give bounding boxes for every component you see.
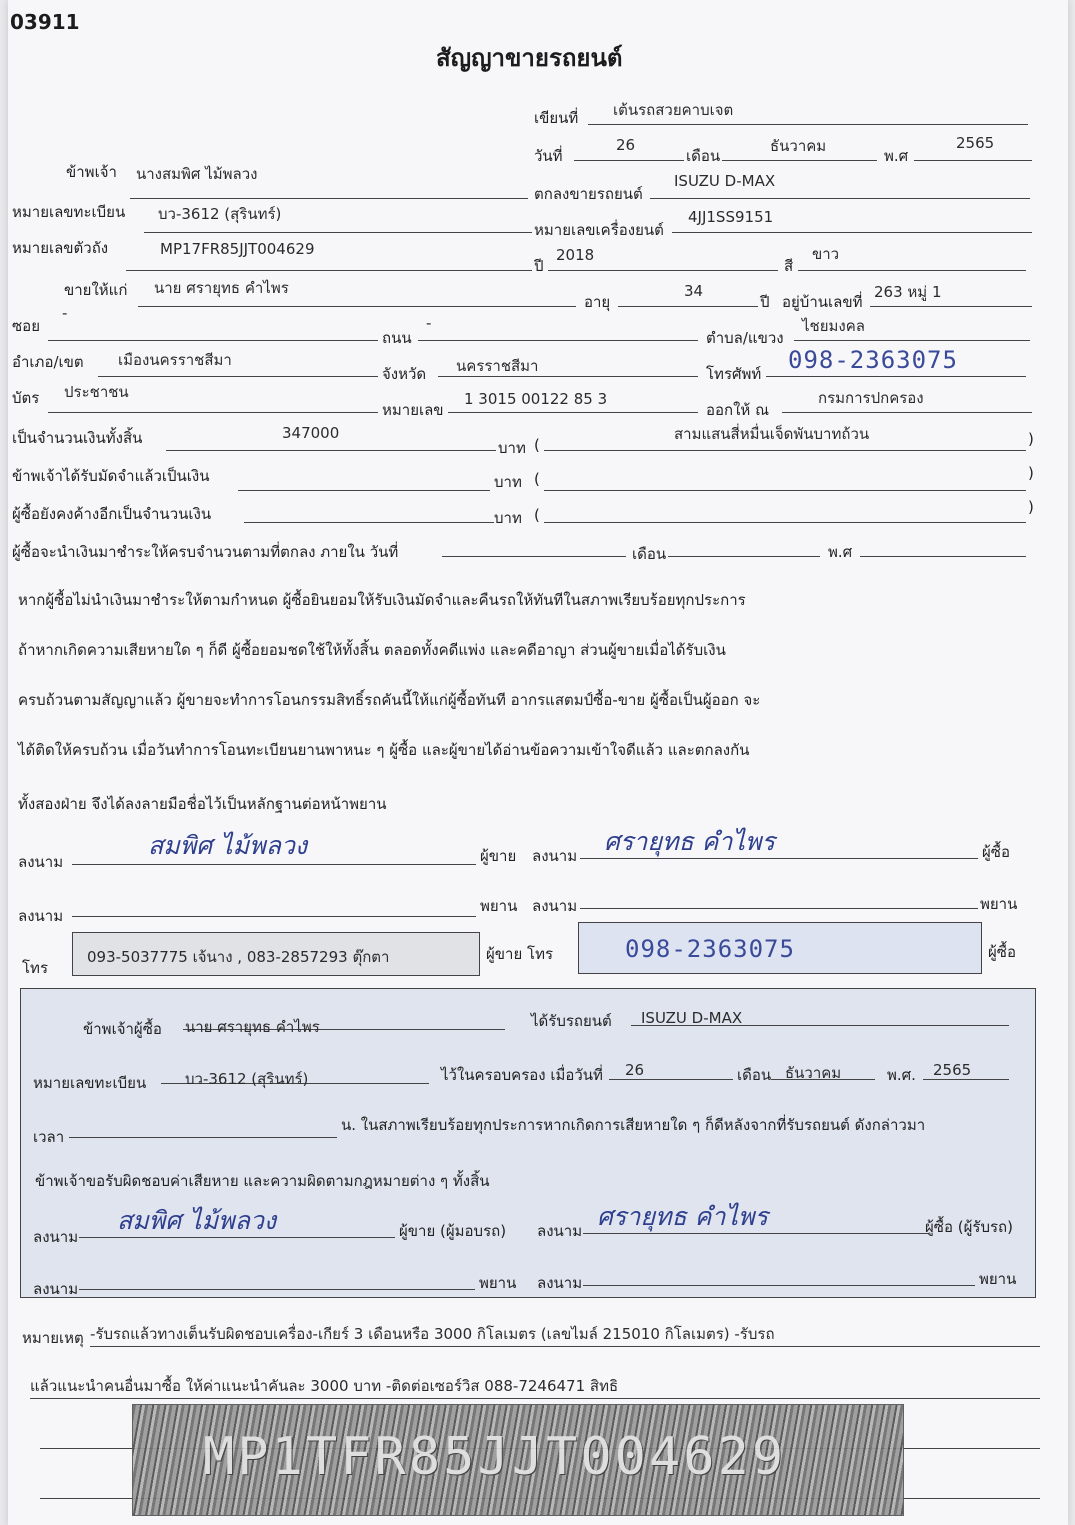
contract-page — [8, 0, 1068, 1525]
province-label: จังหวัด — [382, 365, 427, 383]
received-car: ISUZU D-MAX — [641, 1009, 743, 1027]
sign-label: ลงนาม — [537, 1222, 583, 1240]
terms-line-5: ทั้งสองฝ่าย จึงได้ลงลายมือชื่อไว้เป็นหลักฐานต่อหน้าพยาน — [18, 795, 387, 813]
id-number: 1 3015 00122 85 3 — [464, 390, 608, 408]
receipt-buyer-signature: ศรายุทธ คำไพร — [597, 1202, 768, 1231]
phone-label: โทร — [22, 959, 49, 977]
sell-to-label: ขายให้แก่ — [64, 281, 128, 299]
written-at-label: เขียนที่ — [534, 109, 579, 127]
remaining-label: ผู้ซื้อยังคงค้างอีกเป็นจำนวนเงิน — [12, 505, 212, 523]
seller-name: นางสมพิศ ไม้พลวง — [136, 165, 258, 183]
sign-label: ลงนาม — [33, 1280, 79, 1298]
receipt-month-label: เดือน — [737, 1066, 772, 1084]
deposit-label: ข้าพเจ้าได้รับมัดจำแล้วเป็นเงิน — [12, 467, 210, 485]
chassis-number: MP17FR85JJT004629 — [160, 240, 315, 258]
buyer-name: นาย ศรายุทธ คำไพร — [154, 279, 289, 297]
chassis-rubbing-text: MP1TFR85JJT004629 — [203, 1427, 787, 1487]
receipt-box — [20, 988, 1036, 1298]
terms-line-3: ครบถ้วนตามสัญญาแล้ว ผู้ขายจะทำการโอนกรรมสิทธิ์รถคันนี้ให้แก่ผู้ซื้อทันที อากรแสตมป์ซื้อ-ขาย ผู้ซื้อเป็นผู้ออก จะ — [18, 691, 761, 709]
time-label: เวลา — [33, 1128, 65, 1146]
receipt-buyer-role: ผู้ซื้อ (ผู้รับรถ) — [925, 1218, 1013, 1236]
issued-label: ออกให้ ณ — [706, 401, 769, 419]
date-label: วันที่ — [534, 147, 563, 165]
open-paren: ( — [534, 436, 540, 454]
close-paren: ) — [1028, 464, 1034, 482]
receipt-buyer: นาย ศรายุทธ คำไพร — [185, 1018, 320, 1036]
receipt-buyer-label: ข้าพเจ้าผู้ซื้อ — [83, 1020, 162, 1038]
receipt-witness-label: พยาน — [479, 1274, 517, 1292]
close-paren: ) — [1028, 498, 1034, 516]
date-year: 2565 — [956, 134, 995, 152]
buyer-age: 34 — [684, 282, 704, 300]
car-model: ISUZU D-MAX — [674, 172, 776, 190]
deposit-baht: บาท — [494, 473, 522, 491]
receipt-year-label: พ.ศ. — [887, 1066, 916, 1084]
receipt-seller-signature: สมพิศ ไม้พลวง — [117, 1206, 277, 1235]
receipt-plate: บว-3612 (สุรินทร์) — [185, 1070, 309, 1088]
remarks-line-2: แล้วแนะนำคนอื่นมาซื้อ ให้ค่าแนะนำคันละ 3000 บาท -ติดต่อเซอร์วิส 088-7246471 สิทธิ — [30, 1377, 619, 1395]
phone-label: โทรศัพท์ — [706, 365, 762, 383]
total-baht: บาท — [498, 439, 526, 457]
soi-label: ซอย — [12, 317, 40, 335]
car-color: ขาว — [812, 245, 840, 263]
written-at-value: เต้นรถสวยคาบเจต — [613, 101, 734, 119]
house-label: อยู่บ้านเลขที่ — [782, 293, 863, 311]
seller-signature: สมพิศ ไม้พลวง — [148, 831, 308, 860]
car-year-label: ปี — [534, 257, 544, 275]
amphoe-value: เมืองนครราชสีมา — [118, 351, 232, 369]
tambon-value: ไชยมงคล — [802, 317, 865, 335]
remarks-label: หมายเหตุ — [22, 1329, 84, 1347]
engine-label: หมายเลขเครื่องยนต์ — [534, 221, 664, 239]
buyer-signature: ศรายุทธ คำไพร — [604, 827, 775, 856]
sign-label: ลงนาม — [18, 853, 64, 871]
province-value: นครราชสีมา — [456, 357, 539, 375]
remaining-baht: บาท — [494, 509, 522, 527]
open-paren: ( — [534, 470, 540, 488]
receipt-day: 26 — [625, 1061, 645, 1079]
due-year-label: พ.ศ — [828, 543, 853, 561]
remarks-line-1: -รับรถแล้วทางเต็นรับผิดชอบเครื่อง-เกียร์ 3 เดือนหรือ 3000 กิโลเมตร (เลขไมล์ 215010 กิโลเมตร) -รับรถ — [90, 1325, 775, 1343]
age-unit: ปี — [760, 293, 770, 311]
color-label: สี — [784, 257, 794, 275]
soi-value: - — [62, 304, 68, 322]
road-value: - — [426, 314, 432, 332]
possess-label: ไว้ในครอบครอง เมื่อวันที่ — [441, 1066, 603, 1084]
amphoe-label: อำเภอ/เขต — [12, 353, 84, 371]
open-paren: ( — [534, 506, 540, 524]
terms-line-1: หากผู้ซื้อไม่นำเงินมาชำระให้ตามกำหนด ผู้ซื้อยินยอมให้รับเงินมัดจำและคืนรถให้ทันทีในสภาพเรียบร้อยทุกประการ — [18, 591, 746, 609]
plate-label: หมายเลขทะเบียน — [12, 203, 126, 221]
receipt-witness-label: พยาน — [979, 1270, 1017, 1288]
seller-phone: 093-5037775 เจ้นาง , 083-2857293 ตุ๊กตา — [87, 948, 390, 966]
witness-label: พยาน — [980, 895, 1018, 913]
engine-number: 4JJ1SS9151 — [688, 208, 774, 226]
sign-label: ลงนาม — [18, 907, 64, 925]
id-label: หมายเลข — [382, 401, 444, 419]
terms-line-2: ถ้าหากเกิดความเสียหายใด ๆ ก็ดี ผู้ซื้อยอมชดใช้ให้ทั้งสิ้น ตลอดทั้งคดีแพ่ง และคดีอาญา ส่วนผู้ขายเมื่อได้รับเงิน — [18, 641, 726, 659]
time-condition: น. ในสภาพเรียบร้อยทุกประการหากเกิดการเสียหายใด ๆ ก็ดีหลังจากที่รับรถยนต์ ดังกล่าวมา — [341, 1116, 926, 1134]
seller-phone-box — [72, 932, 480, 976]
sign-label: ลงนาม — [33, 1228, 79, 1246]
seller-label: ข้าพเจ้า — [66, 163, 117, 181]
close-paren: ) — [1028, 430, 1034, 448]
date-day: 26 — [616, 136, 636, 154]
responsibility-text: ข้าพเจ้าขอรับผิดชอบค่าเสียหาย และความผิดตามกฎหมายต่าง ๆ ทั้งสิ้น — [35, 1172, 490, 1190]
receipt-month: ธันวาคม — [785, 1064, 842, 1082]
buyer-role: ผู้ซื้อ — [988, 943, 1016, 961]
card-label: บัตร — [12, 389, 40, 407]
agree-label: ตกลงขายรถยนต์ — [534, 185, 643, 203]
card-type: ประชาชน — [64, 383, 129, 401]
road-label: ถนน — [382, 329, 412, 347]
terms-line-4: ได้ติดให้ครบถ้วน เมื่อวันทำการโอนทะเบียนยานพาหนะ ๆ ผู้ซื้อ และผู้ขายได้อ่านข้อความเข้าใจดีแล้ว และตกลงกัน — [18, 741, 750, 759]
car-year: 2018 — [556, 246, 595, 264]
sign-label: ลงนาม — [537, 1274, 583, 1292]
date-month: ธันวาคม — [770, 137, 827, 155]
buyer-house: 263 หมู่ 1 — [874, 283, 942, 301]
issued-by: กรมการปกครอง — [818, 389, 924, 407]
tambon-label: ตำบล/แขวง — [706, 329, 784, 347]
page-title: สัญญาขายรถยนต์ — [436, 44, 623, 72]
plate-number: บว-3612 (สุรินทร์) — [158, 205, 282, 223]
year-label: พ.ศ — [884, 147, 909, 165]
witness-label: พยาน — [480, 897, 518, 915]
month-label: เดือน — [686, 147, 721, 165]
sign-label: ลงนาม — [532, 897, 578, 915]
receipt-seller-role: ผู้ขาย (ผู้มอบรถ) — [399, 1222, 507, 1240]
seller-phone-label: ผู้ขาย โทร — [486, 945, 554, 963]
buyer-phone-hand: 098-2363075 — [625, 935, 795, 963]
due-label: ผู้ซื้อจะนำเงินมาชำระให้ครบจำนวนตามที่ตกลง ภายใน วันที่ — [12, 543, 399, 561]
sign-label: ลงนาม — [532, 847, 578, 865]
buyer-role: ผู้ซื้อ — [982, 843, 1010, 861]
chassis-label: หมายเลขตัวถัง — [12, 239, 109, 257]
total-label: เป็นจำนวนเงินทั้งสิ้น — [12, 429, 143, 447]
age-label: อายุ — [584, 293, 611, 311]
total-amount: 347000 — [282, 424, 340, 442]
buyer-phone-box — [578, 922, 982, 974]
chassis-rubbing-tape — [132, 1404, 904, 1516]
seller-role: ผู้ขาย — [480, 847, 517, 865]
receipt-year: 2565 — [933, 1061, 972, 1079]
due-month-label: เดือน — [632, 545, 667, 563]
received-car-label: ได้รับรถยนต์ — [531, 1012, 612, 1030]
buyer-phone: 098-2363075 — [788, 346, 958, 374]
document-number: 03911 — [10, 10, 80, 34]
receipt-plate-label: หมายเลขทะเบียน — [33, 1074, 147, 1092]
total-words: สามแสนสี่หมื่นเจ็ดพันบาทถ้วน — [674, 425, 870, 443]
